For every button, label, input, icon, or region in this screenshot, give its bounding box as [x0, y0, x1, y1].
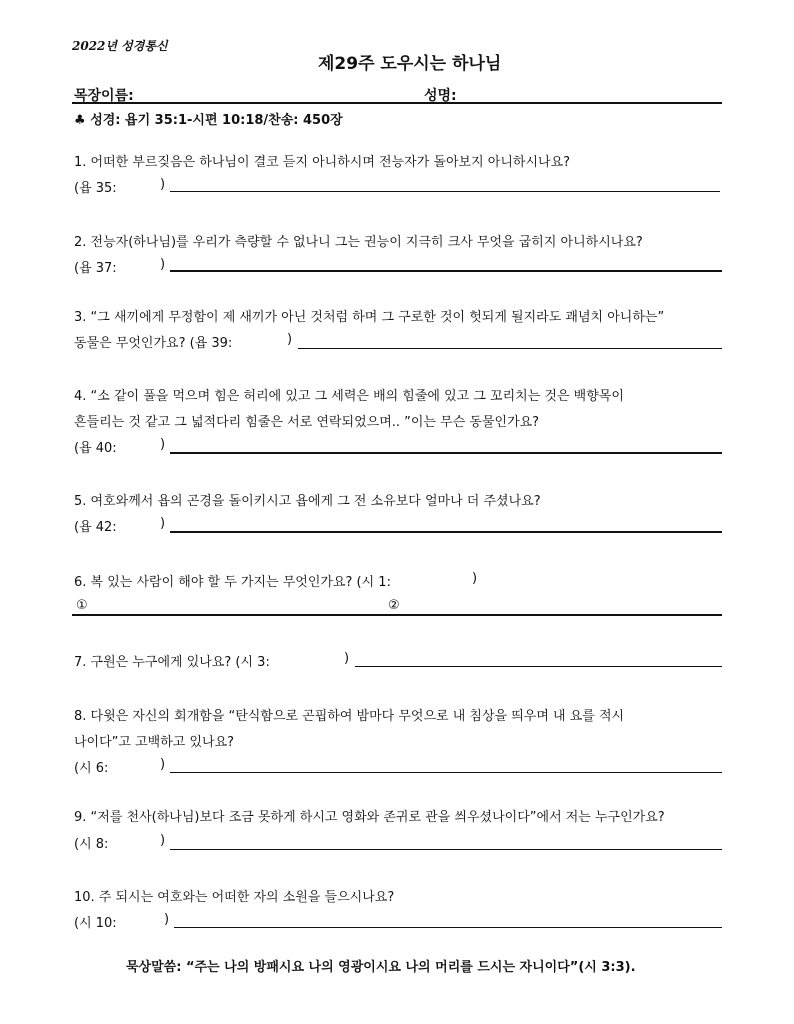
question-8-ref: (시 6:	[74, 761, 109, 776]
answer-line-8[interactable]	[170, 772, 722, 773]
question-9-text: 9. “저를 천사(하나님)보다 조금 못하게 하시고 영화와 존귀로 관을 씌우셨나이다”에서 저는 누구인가요?	[74, 810, 665, 825]
header-underline	[72, 102, 722, 104]
question-6-text: 6. 복 있는 사람이 해야 할 두 가지는 무엇인가요? (시 1:	[74, 575, 391, 590]
answer-line-10[interactable]	[174, 927, 722, 928]
answer-option-1-marker: ①	[76, 598, 88, 613]
scripture-row	[74, 109, 343, 128]
question-10-ref: (시 10:	[74, 916, 117, 931]
answer-line-6[interactable]	[72, 614, 722, 616]
question-7-close: )	[344, 651, 350, 666]
group-name-label: 목장이름:	[74, 88, 134, 104]
question-2-text: 2. 전능자(하나님)를 우리가 측량할 수 없나니 그는 권능이 지극히 크사 무엇을 굽히지 아니하시나요?	[74, 235, 643, 250]
club-icon: ♣	[74, 113, 86, 128]
question-4-ref: (욥 40:	[74, 441, 117, 456]
question-10-text: 10. 주 되시는 여호와는 어떠한 자의 소원을 들으시나요?	[74, 890, 395, 905]
question-6-close: )	[472, 571, 478, 586]
question-8-text-2: 나이다”고 고백하고 있나요?	[74, 735, 235, 750]
question-3-text-2: 동물은 무엇인가요? (욥 39:	[74, 336, 233, 351]
year-note: 2022년 성경통신	[72, 39, 168, 53]
question-4-text-2: 흔들리는 것 같고 그 넓적다리 힘줄은 서로 연락되었으며.. ”이는 무슨 동물인가요?	[74, 415, 540, 430]
page-title: 제29주 도우시는 하나님	[318, 54, 502, 74]
question-5-close: )	[160, 516, 166, 531]
question-5-text: 5. 여호와께서 욥의 곤경을 돌이키시고 욥에게 그 전 소유보다 얼마나 더 주셨나요?	[74, 494, 541, 509]
answer-line-3[interactable]	[298, 348, 722, 349]
question-1-ref: (욥 35:	[74, 181, 117, 196]
question-1-close: )	[160, 177, 166, 192]
question-3-close: )	[287, 332, 293, 347]
question-10-close: )	[164, 912, 170, 927]
question-4-close: )	[160, 437, 166, 452]
question-1-text: 1. 어떠한 부르짖음은 하나님이 결코 듣지 아니하시며 전능자가 돌아보지 아니하시나요?	[74, 155, 571, 170]
meditation-verse: 묵상말씀: “주는 나의 방패시요 나의 영광이시요 나의 머리를 드시는 자니이다”(시 3:3).	[126, 960, 636, 975]
question-4-text-1: 4. “소 같이 풀을 먹으며 힘은 허리에 있고 그 세력은 배의 힘줄에 있고 그 꼬리치는 것은 백향목이	[74, 389, 624, 404]
answer-line-4[interactable]	[170, 452, 722, 454]
answer-option-2-marker: ②	[388, 598, 400, 613]
answer-line-2[interactable]	[170, 270, 722, 272]
answer-line-7[interactable]	[355, 666, 722, 667]
question-9-ref: (시 8:	[74, 837, 109, 852]
question-3-text-1: 3. “그 새끼에게 무정함이 제 새끼가 아닌 것처럼 하며 그 구로한 것이 헛되게 될지라도 괘념치 아니하는”	[74, 310, 665, 325]
scripture-text: 성경: 욥기 35:1-시편 10:18/찬송: 450장	[90, 113, 343, 128]
question-2-ref: (욥 37:	[74, 261, 117, 276]
question-8-text-1: 8. 다윗은 자신의 회개함을 “탄식함으로 곤핍하여 밤마다 무엇으로 내 침상을 띄우며 내 요를 적시	[74, 709, 625, 724]
question-5-ref: (욥 42:	[74, 520, 117, 535]
question-7-text: 7. 구원은 누구에게 있나요? (시 3:	[74, 655, 270, 670]
answer-line-1[interactable]	[170, 191, 720, 192]
question-8-close: )	[160, 757, 166, 772]
answer-line-5[interactable]	[170, 531, 722, 533]
name-label: 성명:	[424, 88, 457, 104]
answer-line-9[interactable]	[170, 849, 722, 850]
question-9-close: )	[160, 833, 166, 848]
question-2-close: )	[160, 257, 166, 272]
